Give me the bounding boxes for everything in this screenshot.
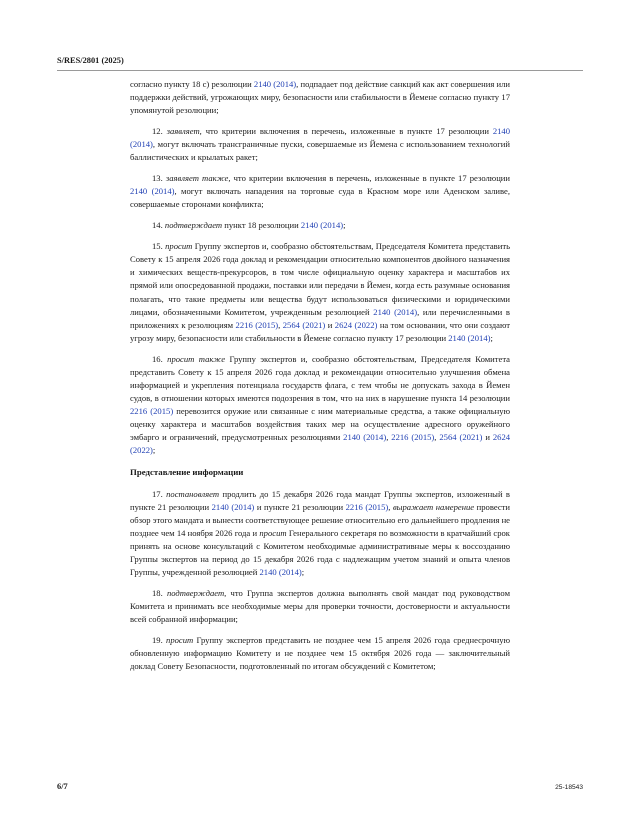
- resolution-link[interactable]: 2140 (2014): [130, 186, 175, 197]
- paragraph-15: [130, 240, 510, 345]
- section-heading: Представление информации: [130, 467, 244, 478]
- text-run: согласно пункту 18 c) резолюции: [130, 79, 254, 89]
- text-run: продлить до 15 декабря 2026 года мандат Группы экспертов, изложенный в пункте 21 резолюции: [130, 488, 510, 512]
- text-run: Группу экспертов и, сообразно обстоятельствам, Председателя Комитета представить Совету к 15 апреля 2026 года доклад и рекомендации относительно улучшения обмена информацией и укрепления потенциала государств флага, с тем чтобы не допускать захода в Йемен судов, в отношении которых имеются подозрения в том, что на них в нарушение пункта 14 резолюции: [130, 353, 510, 403]
- resolution-link[interactable]: 2140 (2014): [300, 220, 344, 231]
- text-run: на том основании, что они создают угрозу миру, безопасности или стабильности в Йемене согласно пункту 17 резолюции: [130, 319, 511, 343]
- text-run: ,: [388, 501, 393, 512]
- text-run: , подпадает под действие санкций как акт совершения или поддержки действий, угрожающих миру, безопасности или стабильности в Йемене согласно пункту 17 упомянутой резолюции;: [130, 79, 510, 116]
- text-run: и: [325, 319, 335, 330]
- text-run: ;: [301, 567, 305, 578]
- page-number: 6/7: [57, 782, 68, 791]
- text-run: 12.: [152, 126, 167, 137]
- text-run: 18.: [152, 587, 167, 598]
- text-run: ;: [490, 332, 493, 343]
- emphasized-verb: просит также: [167, 353, 226, 364]
- text-run: 17.: [152, 488, 167, 499]
- paragraph-14: [130, 219, 510, 232]
- text-run: ;: [152, 445, 156, 456]
- text-run: , что Группа экспертов должна выполнять свой мандат под руководством Комитета и принимать все необходимые меры для проверки точности, достоверности и актуальности всей собранной информации;: [130, 587, 511, 625]
- resolution-link[interactable]: 2564 (2021): [439, 432, 483, 443]
- emphasized-verb: просит: [166, 635, 194, 646]
- paragraph-18: [130, 587, 510, 626]
- emphasized-verb: подтверждает: [166, 587, 225, 598]
- paragraph-16: [130, 353, 510, 458]
- document-body: [130, 78, 510, 681]
- document-symbol: S/RES/2801 (2025): [57, 56, 124, 65]
- text-run: и: [482, 432, 493, 443]
- text-run: Группу экспертов и, сообразно обстоятельствам, Председателя Комитета представить Совету к 15 апреля 2026 года доклад и рекомендации относительно компонентов двойного назначения и химических веществ-прекурсоров, в том числе официальную оценку характера и масштабов их прямой или опосредованной продажи, поставки или передачи в Йемен, когда есть разумные основания полагать, что такие предметы или вещества будут использоваться физическими и юридическими лицами, обозначенными Комитетом, учрежденным резолюцией: [130, 241, 510, 317]
- paragraph-continuation: [130, 78, 510, 117]
- paragraph-13: [130, 172, 510, 211]
- emphasized-verb: просит: [259, 527, 287, 538]
- text-run: Генерального секретаря по возможности в кратчайший срок принять на основе консультаций с Комитетом необходимые административные меры к воссозданию Группы экспертов на период до 15 декабря 2026 года с надлежащим учетом знаний и опыта членов Группы, учрежденной резолюцией: [130, 527, 510, 578]
- resolution-link[interactable]: 2216 (2015): [391, 432, 435, 443]
- text-run: , что критерии включения в перечень, изложенные в пункте 17 резолюции: [199, 126, 493, 137]
- resolution-link[interactable]: 2140 (2014): [259, 567, 302, 578]
- resolution-link[interactable]: 2140 (2014): [211, 501, 255, 512]
- text-run: 13.: [152, 173, 166, 184]
- text-run: ,: [278, 319, 283, 330]
- text-run: ,: [386, 432, 392, 443]
- text-run: перевозится оружие или связанные с ним материальные средства, а также официальную оценку характера и масштабов воздействия таких мер на осуществление адресного оружейного эмбарго и ограничений, предусмотренных резолюциями: [130, 406, 510, 443]
- resolution-link[interactable]: 2564 (2021): [282, 319, 326, 330]
- paragraph-17: [130, 488, 510, 580]
- emphasized-verb: просит: [165, 241, 193, 252]
- resolution-link[interactable]: 2140 (2014): [253, 79, 297, 89]
- resolution-link[interactable]: 2624 (2022): [130, 432, 511, 456]
- text-run: , могут включать нападения на торговые суда в Красном море или Аденском заливе, совершаемые сторонами конфликта;: [130, 186, 510, 210]
- text-run: провести обзор этого мандата и вынести соответствующее решение относительно его дальнейшего продления не позднее чем 14 ноября 2026 года и: [130, 501, 511, 538]
- emphasized-verb: заявляет также: [165, 173, 229, 184]
- paragraph-19: [130, 634, 510, 673]
- emphasized-verb: подтверждает: [164, 220, 223, 231]
- text-run: пункт 18 резолюции: [222, 220, 301, 231]
- text-run: , могут включать трансграничные пуски, совершаемые из Йемена с использованием технологий баллистических и крылатых ракет;: [130, 139, 510, 163]
- resolution-link[interactable]: 2140 (2014): [373, 306, 418, 317]
- resolution-link[interactable]: 2140 (2014): [130, 126, 510, 150]
- resolution-link[interactable]: 2624 (2022): [334, 319, 378, 330]
- text-run: ,: [434, 432, 440, 443]
- text-run: Группу экспертов представить не позднее чем 15 апреля 2026 года среднесрочную обновленную информацию Комитету и не позднее чем 15 октября 2026 года — заключительный доклад Совету Безопасности, подготовленный по итогам обсуждений с Комитетом;: [130, 635, 510, 672]
- text-run: ;: [343, 220, 346, 231]
- text-run: 16.: [152, 353, 168, 364]
- document-number: 25-18543: [555, 784, 583, 791]
- resolution-link[interactable]: 2216 (2015): [235, 319, 279, 330]
- text-run: , что критерии включения в перечень, изложенные в пункте 17 резолюции: [228, 173, 511, 184]
- resolution-link[interactable]: 2216 (2015): [130, 406, 174, 417]
- emphasized-verb: выражает намерение: [392, 501, 475, 512]
- emphasized-verb: постановляет: [166, 488, 220, 499]
- resolution-link[interactable]: 2140 (2014): [343, 432, 387, 443]
- text-run: 15.: [152, 241, 166, 252]
- resolution-link[interactable]: 2140 (2014): [448, 332, 491, 343]
- emphasized-verb: заявляет: [166, 126, 200, 137]
- text-run: 19.: [152, 635, 167, 646]
- text-run: и пункте 21 резолюции: [254, 501, 346, 512]
- text-run: 14.: [152, 220, 165, 231]
- paragraph-12: [130, 125, 510, 164]
- text-run: , или перечисленными в приложениях к резолюциям: [130, 306, 510, 330]
- resolution-link[interactable]: 2216 (2015): [345, 501, 389, 512]
- header-divider: [57, 70, 583, 71]
